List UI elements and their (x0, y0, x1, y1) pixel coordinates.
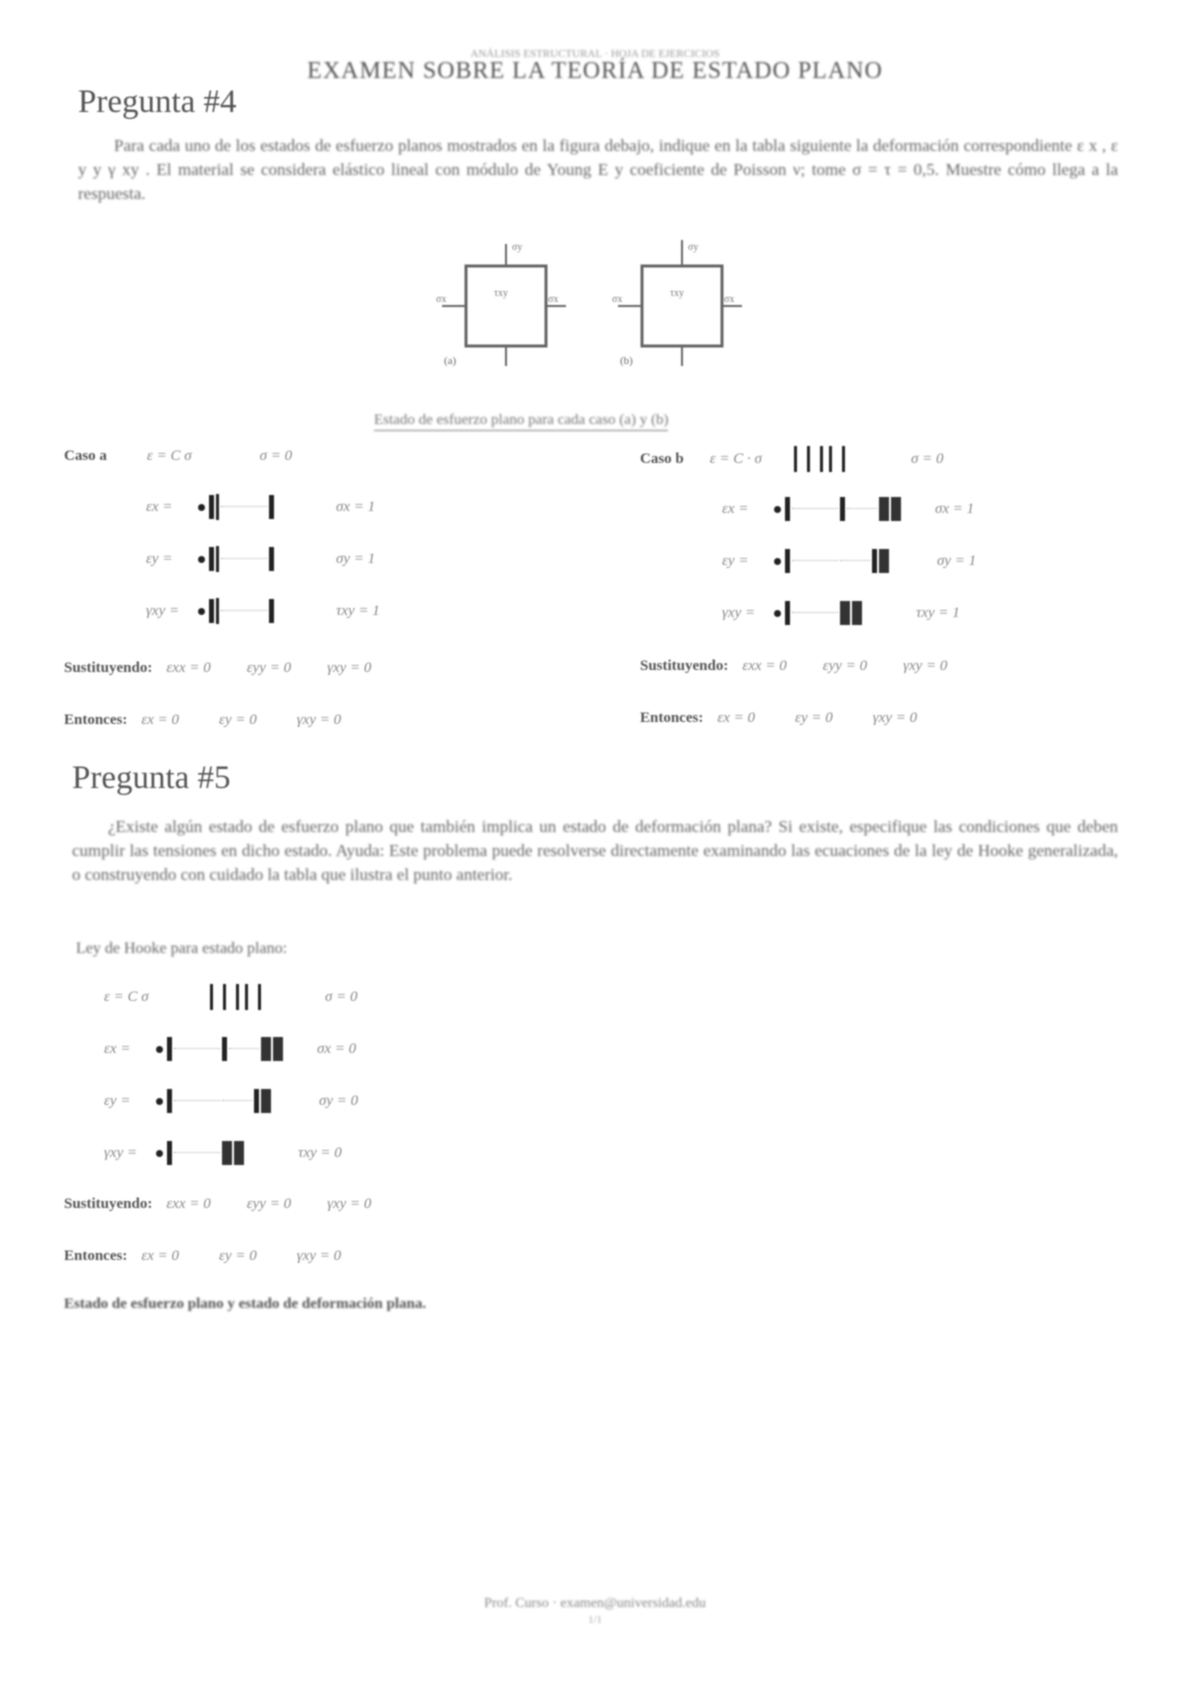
q5-eq0-left: ε = C σ (104, 988, 149, 1005)
case-b-eq0-left: ε = C · σ (709, 450, 762, 467)
question-4-title: Pregunta #4 (78, 84, 237, 120)
case-b-subst-1: εxx = 0 (742, 657, 787, 674)
case-a-row-x (146, 490, 584, 524)
matrix-header (794, 446, 845, 472)
case-a-result-2: εy = 0 (219, 711, 257, 728)
q5-row-y-right: σy = 0 (319, 1092, 359, 1109)
question-5-text: ¿Existe algún estado de esfuerzo plano que también implica un estado de deformación plana? Si existe, especifique las condiciones que deben cumplir las tensiones en dicho estado. Ayuda: Este problema puede resolverse directamente examinando las ecuaciones de la ley de Hooke generalizada, o construyendo con cuidado la tabla que ilustra el punto anterior. (72, 817, 1118, 884)
page-number: 1/1 (587, 1614, 603, 1626)
q5-result-2: εy = 0 (219, 1247, 257, 1264)
fig-b-top-label: σy (688, 242, 699, 253)
case-a-subst-2: εyy = 0 (246, 659, 292, 676)
case-a-row-xy-right: τxy = 1 (336, 602, 380, 619)
case-b-label: Caso b (640, 450, 684, 467)
case-a-label: Caso a (64, 447, 107, 464)
footer-line: Prof. Curso · examen@universidad.edu (484, 1596, 706, 1611)
case-a-block (64, 442, 584, 734)
case-a-row-x-right: σx = 1 (336, 498, 376, 515)
matrix-row (154, 1037, 283, 1061)
fig-b-right-label: σx (724, 294, 735, 305)
case-a-subst-label: Sustituyendo: (64, 659, 153, 676)
case-b-subst-3: γxy = 0 (903, 657, 948, 674)
matrix-row (196, 494, 274, 520)
q5-subst-2: εyy = 0 (246, 1195, 292, 1212)
case-a-row-xy (146, 594, 584, 628)
fig-a-right-label: σx (548, 294, 559, 305)
question-4-paragraph (78, 134, 1118, 206)
case-b-result-3: γxy = 0 (872, 709, 918, 726)
case-a-result (64, 706, 584, 734)
q5-result-3: γxy = 0 (296, 1247, 342, 1264)
q5-row-xy-left: γxy = (104, 1144, 138, 1161)
question-5-equations (104, 980, 604, 1170)
figure-a (436, 242, 566, 367)
matrix-row (154, 1141, 244, 1165)
case-b-row-y-left: εy = (722, 552, 749, 569)
case-a-result-3: γxy = 0 (296, 711, 342, 728)
q5-subst-1: εxx = 0 (166, 1195, 211, 1212)
question-5-sub-label: Ley de Hooke para estado plano: (76, 940, 288, 957)
matrix-row (196, 546, 274, 572)
q5-row-x-left: εx = (104, 1040, 131, 1057)
q5-result (64, 1242, 341, 1270)
case-b-subst-2: εyy = 0 (822, 657, 868, 674)
case-a-row-y-left: εy = (146, 550, 173, 567)
matrix-row (772, 497, 901, 521)
q5-row-x (104, 1032, 604, 1066)
q5-conclusion: Estado de esfuerzo plano y estado de deformación plana. (64, 1296, 427, 1312)
figure-caption: Estado de esfuerzo plano para cada caso (a) y (b) (374, 412, 668, 431)
fig-b-inner-label: τxy (670, 288, 685, 299)
q5-row-xy (104, 1136, 604, 1170)
q5-subst-3: γxy = 0 (327, 1195, 372, 1212)
matrix-row (772, 601, 862, 625)
case-b-row-x-right: σx = 1 (935, 500, 975, 517)
case-a-row-x-left: εx = (146, 498, 173, 515)
case-a-subst-3: γxy = 0 (327, 659, 372, 676)
fig-a-top-label: σy (512, 242, 523, 253)
case-a-subst (64, 654, 584, 682)
case-b-block (640, 442, 1140, 732)
case-b-row-y (722, 544, 1140, 578)
document-title: EXAMEN SOBRE LA TEORÍA DE ESTADO PLANO (307, 58, 883, 84)
question-5-paragraph (72, 815, 1118, 887)
case-b-subst-label: Sustituyendo: (640, 657, 729, 674)
matrix-header (210, 984, 261, 1010)
case-b-result-2: εy = 0 (795, 709, 833, 726)
case-a-eq0-right: σ = 0 (259, 447, 293, 464)
case-a-result-1: εx = 0 (141, 711, 180, 728)
case-b-row-xy-left: γxy = (722, 604, 756, 621)
matrix-row (772, 549, 889, 573)
case-b-row-x (722, 492, 1140, 526)
fig-a-left-label: σx (436, 294, 447, 305)
matrix-row (196, 598, 274, 624)
case-a-row-xy-left: γxy = (146, 602, 180, 619)
header-top-line: ANÁLISIS ESTRUCTURAL · HOJA DE EJERCICIOS (470, 48, 720, 60)
q5-result-1: εx = 0 (141, 1247, 180, 1264)
case-b-result-label: Entonces: (640, 709, 704, 726)
fig-b-case-label: (b) (620, 355, 633, 367)
q5-row-y-left: εy = (104, 1092, 131, 1109)
case-a-result-label: Entonces: (64, 711, 128, 728)
figure-b (612, 240, 742, 367)
fig-a-case-label: (a) (444, 355, 457, 367)
case-b-row-y-right: σy = 1 (937, 552, 977, 569)
case-b-row-x-left: εx = (722, 500, 749, 517)
question-5-title: Pregunta #5 (72, 760, 231, 796)
case-a-eq0-left: ε = C σ (146, 447, 192, 464)
q5-result-label: Entonces: (64, 1247, 128, 1264)
q5-subst-label: Sustituyendo: (64, 1195, 153, 1212)
case-b-result (640, 704, 1140, 732)
case-b-result-1: εx = 0 (717, 709, 756, 726)
case-a-subst-1: εxx = 0 (166, 659, 211, 676)
case-a-row-y (146, 542, 584, 576)
q5-subst (64, 1190, 371, 1218)
stress-figures (436, 236, 776, 386)
q5-row-x-right: σx = 0 (317, 1040, 357, 1057)
matrix-row (154, 1089, 271, 1113)
q5-row-y (104, 1084, 604, 1118)
case-b-eq0-right: σ = 0 (910, 450, 944, 467)
fig-a-inner-label: τxy (494, 288, 509, 299)
case-a-row-y-right: σy = 1 (336, 550, 376, 567)
fig-b-left-label: σx (612, 294, 623, 305)
q5-eq0-right: σ = 0 (325, 988, 358, 1005)
case-b-row-xy (722, 596, 1140, 630)
case-b-subst (640, 652, 1140, 680)
q5-row-xy-right: τxy = 0 (298, 1144, 342, 1161)
case-b-row-xy-right: τxy = 1 (916, 604, 960, 621)
question-4-text: Para cada uno de los estados de esfuerzo planos mostrados en la figura debajo, indique en la tabla siguiente la deformación correspondiente ε x , ε y y γ xy . El material se considera elástico lineal con módulo de Young E y coeficiente de Poisson ν; tome σ = τ = 0,5. Muestre cómo llega a la respuesta. (78, 136, 1118, 203)
